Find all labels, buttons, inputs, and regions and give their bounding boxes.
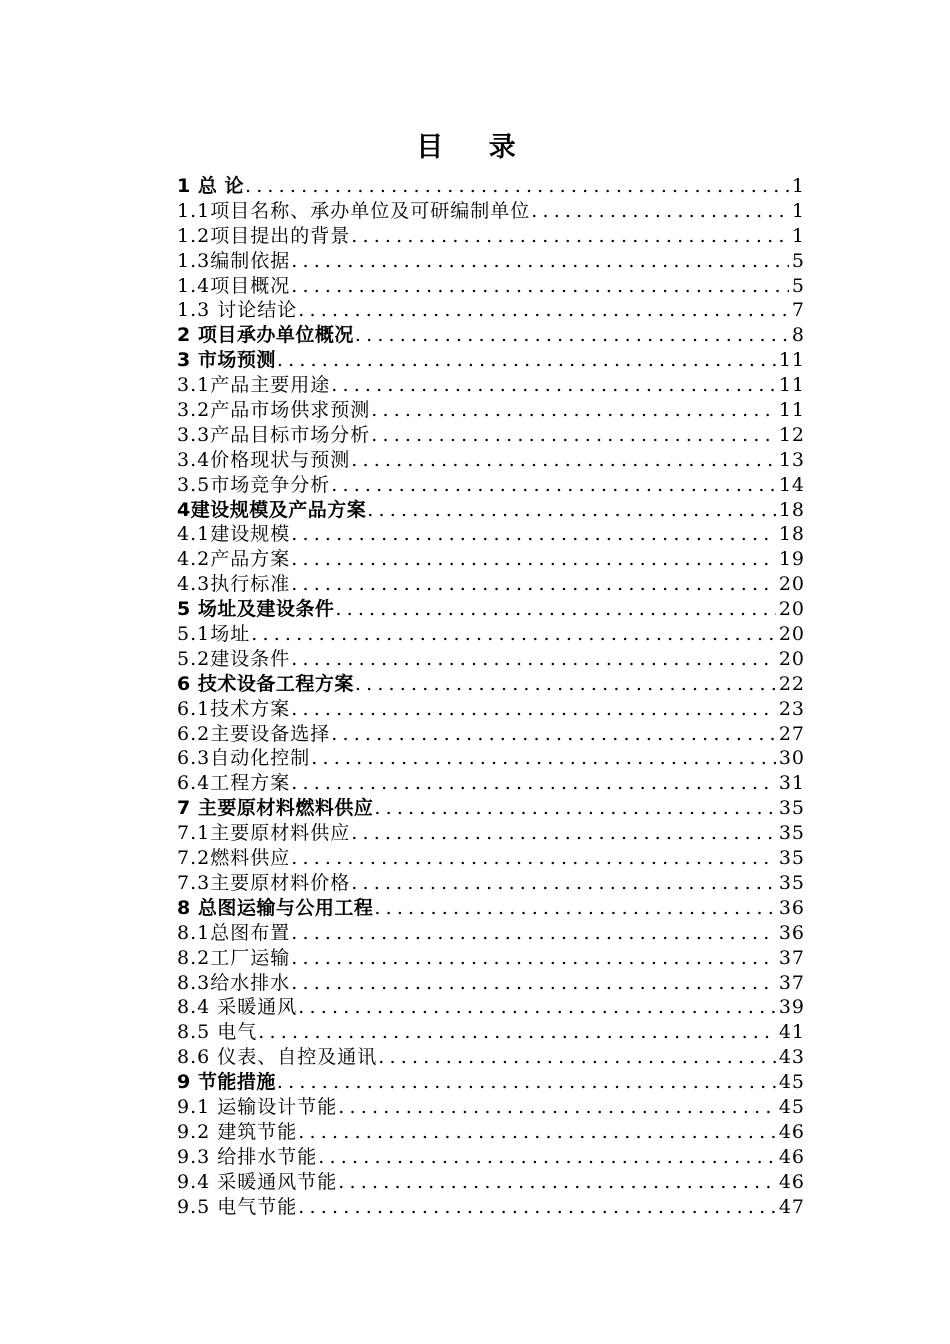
toc-entry-label: 1.3 讨论结论 — [177, 299, 298, 322]
toc-entry[interactable] — [177, 1095, 805, 1120]
toc-title: 目 录 — [416, 132, 534, 163]
toc-dot-leader — [277, 1070, 776, 1095]
toc-entry-label: 4.3执行标准 — [177, 573, 291, 596]
toc-entry-label: 6.3自动化控制 — [177, 747, 311, 770]
toc-dot-leader — [367, 498, 776, 523]
toc-entry-page-number: 46 — [778, 1170, 805, 1193]
toc-entry-label: 7.2燃料供应 — [177, 847, 291, 870]
toc-entry[interactable] — [177, 946, 805, 971]
toc-entry-page-number: 27 — [778, 722, 805, 745]
toc-entry-page-number: 45 — [778, 1071, 805, 1094]
toc-entry-label: 4.2产品方案 — [177, 548, 291, 571]
toc-entry[interactable] — [177, 1045, 805, 1070]
toc-entry[interactable] — [177, 398, 805, 423]
toc-dot-leader — [374, 796, 775, 821]
toc-entry-page-number: 46 — [778, 1120, 805, 1143]
toc-entry[interactable] — [177, 174, 805, 199]
toc-entry[interactable] — [177, 1195, 805, 1220]
toc-entry-page-number: 20 — [778, 647, 805, 670]
toc-dot-leader — [277, 348, 776, 373]
toc-entry[interactable] — [177, 622, 805, 647]
toc-dot-leader — [338, 1095, 776, 1120]
toc-entry-label: 2 项目承办单位概况 — [177, 324, 354, 347]
toc-entry-page-number: 31 — [778, 772, 805, 795]
toc-entry[interactable] — [177, 199, 805, 224]
toc-entry-page-number: 5 — [791, 249, 805, 272]
table-of-contents — [177, 174, 805, 1219]
toc-entry-label: 6 技术设备工程方案 — [177, 672, 354, 695]
toc-entry-label: 1 总 论 — [177, 175, 244, 197]
toc-dot-leader — [291, 547, 776, 572]
toc-entry-page-number: 35 — [778, 871, 805, 894]
toc-entry[interactable] — [177, 672, 805, 697]
toc-entry-label: 3.4价格现状与预测 — [177, 448, 351, 471]
toc-entry[interactable] — [177, 995, 805, 1020]
toc-entry-page-number: 41 — [778, 1021, 805, 1044]
toc-entry-label: 3 市场预测 — [177, 349, 276, 372]
toc-entry[interactable] — [177, 274, 805, 299]
toc-entry-label: 8 总图运输与公用工程 — [177, 896, 374, 919]
toc-entry-label: 8.1总图布置 — [177, 921, 291, 944]
toc-entry-label: 5 场址及建设条件 — [177, 598, 335, 621]
toc-entry-page-number: 45 — [778, 1095, 805, 1118]
toc-dot-leader — [291, 921, 776, 946]
toc-dot-leader — [531, 199, 789, 224]
toc-entry[interactable] — [177, 522, 805, 547]
toc-dot-leader — [291, 771, 776, 796]
toc-entry-page-number: 11 — [778, 349, 805, 372]
toc-entry-page-number: 35 — [778, 847, 805, 870]
toc-entry[interactable] — [177, 448, 805, 473]
toc-dot-leader — [318, 1145, 776, 1170]
toc-dot-leader — [371, 398, 776, 423]
toc-entry-label: 8.5 电气 — [177, 1021, 258, 1044]
toc-entry-label: 8.6 仪表、自控及通讯 — [177, 1046, 378, 1069]
toc-entry[interactable] — [177, 722, 805, 747]
toc-entry-label: 9.4 采暖通风节能 — [177, 1170, 338, 1193]
toc-entry-page-number: 37 — [778, 946, 805, 969]
toc-entry-label: 5.1场址 — [177, 623, 251, 646]
toc-dot-leader — [291, 846, 776, 871]
toc-entry[interactable] — [177, 1120, 805, 1145]
toc-entry[interactable] — [177, 249, 805, 274]
toc-entry-page-number: 1 — [791, 199, 805, 222]
toc-entry-page-number: 14 — [778, 473, 805, 496]
toc-entry-page-number: 35 — [778, 797, 805, 820]
toc-entry[interactable] — [177, 547, 805, 572]
toc-dot-leader — [298, 298, 789, 323]
toc-entry-page-number: 47 — [778, 1195, 805, 1218]
toc-entry[interactable] — [177, 746, 805, 771]
toc-entry[interactable] — [177, 1020, 805, 1045]
toc-entry-page-number: 36 — [778, 921, 805, 944]
toc-dot-leader — [291, 946, 776, 971]
toc-dot-leader — [355, 323, 789, 348]
toc-entry-page-number: 23 — [778, 697, 805, 720]
toc-dot-leader — [331, 373, 776, 398]
toc-entry[interactable] — [177, 1170, 805, 1195]
toc-entry-page-number: 20 — [778, 598, 805, 621]
toc-entry-page-number: 12 — [778, 423, 805, 446]
toc-entry-label: 5.2建设条件 — [177, 647, 291, 670]
toc-entry-label: 4.1建设规模 — [177, 523, 291, 546]
toc-entry-label: 7.3主要原材料价格 — [177, 871, 351, 894]
toc-dot-leader — [291, 647, 776, 672]
toc-dot-leader — [351, 448, 776, 473]
toc-entry-page-number: 39 — [778, 996, 805, 1019]
toc-dot-leader — [351, 871, 776, 896]
toc-dot-leader — [311, 746, 776, 771]
toc-entry[interactable] — [177, 597, 805, 622]
toc-dot-leader — [298, 1120, 776, 1145]
toc-entry-page-number: 20 — [778, 623, 805, 646]
toc-entry[interactable] — [177, 871, 805, 896]
toc-entry-page-number: 19 — [778, 548, 805, 571]
toc-entry-label: 7 主要原材料燃料供应 — [177, 797, 374, 820]
toc-dot-leader — [338, 1170, 776, 1195]
toc-entry-page-number: 43 — [778, 1046, 805, 1069]
toc-entry-page-number: 11 — [778, 374, 805, 397]
toc-entry[interactable] — [177, 1070, 805, 1095]
toc-entry-page-number: 35 — [778, 822, 805, 845]
toc-entry-label: 3.5市场竞争分析 — [177, 473, 331, 496]
toc-dot-leader — [251, 622, 776, 647]
toc-entry-page-number: 22 — [778, 672, 805, 695]
toc-entry-label: 6.2主要设备选择 — [177, 722, 331, 745]
toc-entry-page-number: 13 — [778, 448, 805, 471]
toc-entry-label: 6.4工程方案 — [177, 772, 291, 795]
toc-entry[interactable] — [177, 846, 805, 871]
toc-entry-page-number: 46 — [778, 1145, 805, 1168]
toc-entry-page-number: 1 — [791, 175, 805, 197]
toc-entry[interactable] — [177, 298, 805, 323]
toc-entry[interactable] — [177, 697, 805, 722]
toc-entry-page-number: 18 — [778, 523, 805, 546]
toc-entry[interactable] — [177, 473, 805, 498]
toc-entry-label: 8.4 采暖通风 — [177, 996, 298, 1019]
toc-entry[interactable] — [177, 373, 805, 398]
toc-entry-page-number: 30 — [778, 747, 805, 770]
toc-entry-page-number: 20 — [778, 573, 805, 596]
toc-entry[interactable] — [177, 796, 805, 821]
toc-entry-label: 1.2项目提出的背景 — [177, 224, 351, 247]
toc-entry[interactable] — [177, 771, 805, 796]
toc-entry[interactable] — [177, 647, 805, 672]
toc-entry-label: 7.1主要原材料供应 — [177, 822, 351, 845]
toc-dot-leader — [374, 896, 775, 921]
toc-dot-leader — [291, 697, 776, 722]
toc-entry-label: 8.3给水排水 — [177, 971, 291, 994]
toc-entry-label: 9.2 建筑节能 — [177, 1120, 298, 1143]
toc-dot-leader — [371, 423, 776, 448]
toc-entry-page-number: 36 — [778, 896, 805, 919]
toc-entry[interactable] — [177, 323, 805, 348]
toc-entry-page-number: 7 — [791, 299, 805, 322]
toc-entry-label: 9 节能措施 — [177, 1071, 276, 1094]
toc-entry-label: 1.1项目名称、承办单位及可研编制单位 — [177, 199, 531, 222]
toc-entry-label: 6.1技术方案 — [177, 697, 291, 720]
toc-dot-leader — [291, 522, 776, 547]
toc-dot-leader — [258, 1020, 776, 1045]
toc-dot-leader — [335, 597, 775, 622]
toc-dot-leader — [291, 249, 789, 274]
toc-entry-page-number: 1 — [791, 224, 805, 247]
toc-dot-leader — [351, 821, 776, 846]
toc-entry-page-number: 5 — [791, 274, 805, 297]
toc-dot-leader — [378, 1045, 776, 1070]
toc-entry-label: 9.3 给排水节能 — [177, 1145, 318, 1168]
toc-entry[interactable] — [177, 896, 805, 921]
toc-entry-label: 3.2产品市场供求预测 — [177, 399, 371, 422]
toc-entry[interactable] — [177, 348, 805, 373]
toc-dot-leader — [351, 224, 789, 249]
toc-entry-page-number: 18 — [778, 498, 805, 521]
toc-dot-leader — [291, 971, 776, 996]
toc-entry[interactable] — [177, 921, 805, 946]
toc-entry-label: 3.1产品主要用途 — [177, 374, 331, 397]
toc-entry-label: 4建设规模及产品方案 — [177, 498, 367, 521]
toc-entry[interactable] — [177, 423, 805, 448]
toc-entry[interactable] — [177, 498, 805, 523]
toc-entry-page-number: 11 — [778, 399, 805, 422]
toc-entry-label: 1.3编制依据 — [177, 249, 291, 272]
toc-entry-page-number: 37 — [778, 971, 805, 994]
toc-dot-leader — [331, 473, 776, 498]
toc-entry-label: 9.5 电气节能 — [177, 1195, 298, 1218]
toc-dot-leader — [245, 174, 789, 199]
toc-entry[interactable] — [177, 572, 805, 597]
toc-dot-leader — [291, 572, 776, 597]
toc-dot-leader — [298, 995, 776, 1020]
toc-entry[interactable] — [177, 971, 805, 996]
toc-dot-leader — [355, 672, 776, 697]
toc-entry-label: 9.1 运输设计节能 — [177, 1095, 338, 1118]
toc-entry[interactable] — [177, 1145, 805, 1170]
toc-entry-page-number: 8 — [791, 324, 805, 347]
toc-entry-label: 8.2工厂运输 — [177, 946, 291, 969]
toc-entry-label: 1.4项目概况 — [177, 274, 291, 297]
toc-dot-leader — [298, 1195, 776, 1220]
toc-entry[interactable] — [177, 224, 805, 249]
toc-dot-leader — [331, 722, 776, 747]
toc-entry-label: 3.3产品目标市场分析 — [177, 423, 371, 446]
toc-dot-leader — [291, 274, 789, 299]
toc-entry[interactable] — [177, 821, 805, 846]
